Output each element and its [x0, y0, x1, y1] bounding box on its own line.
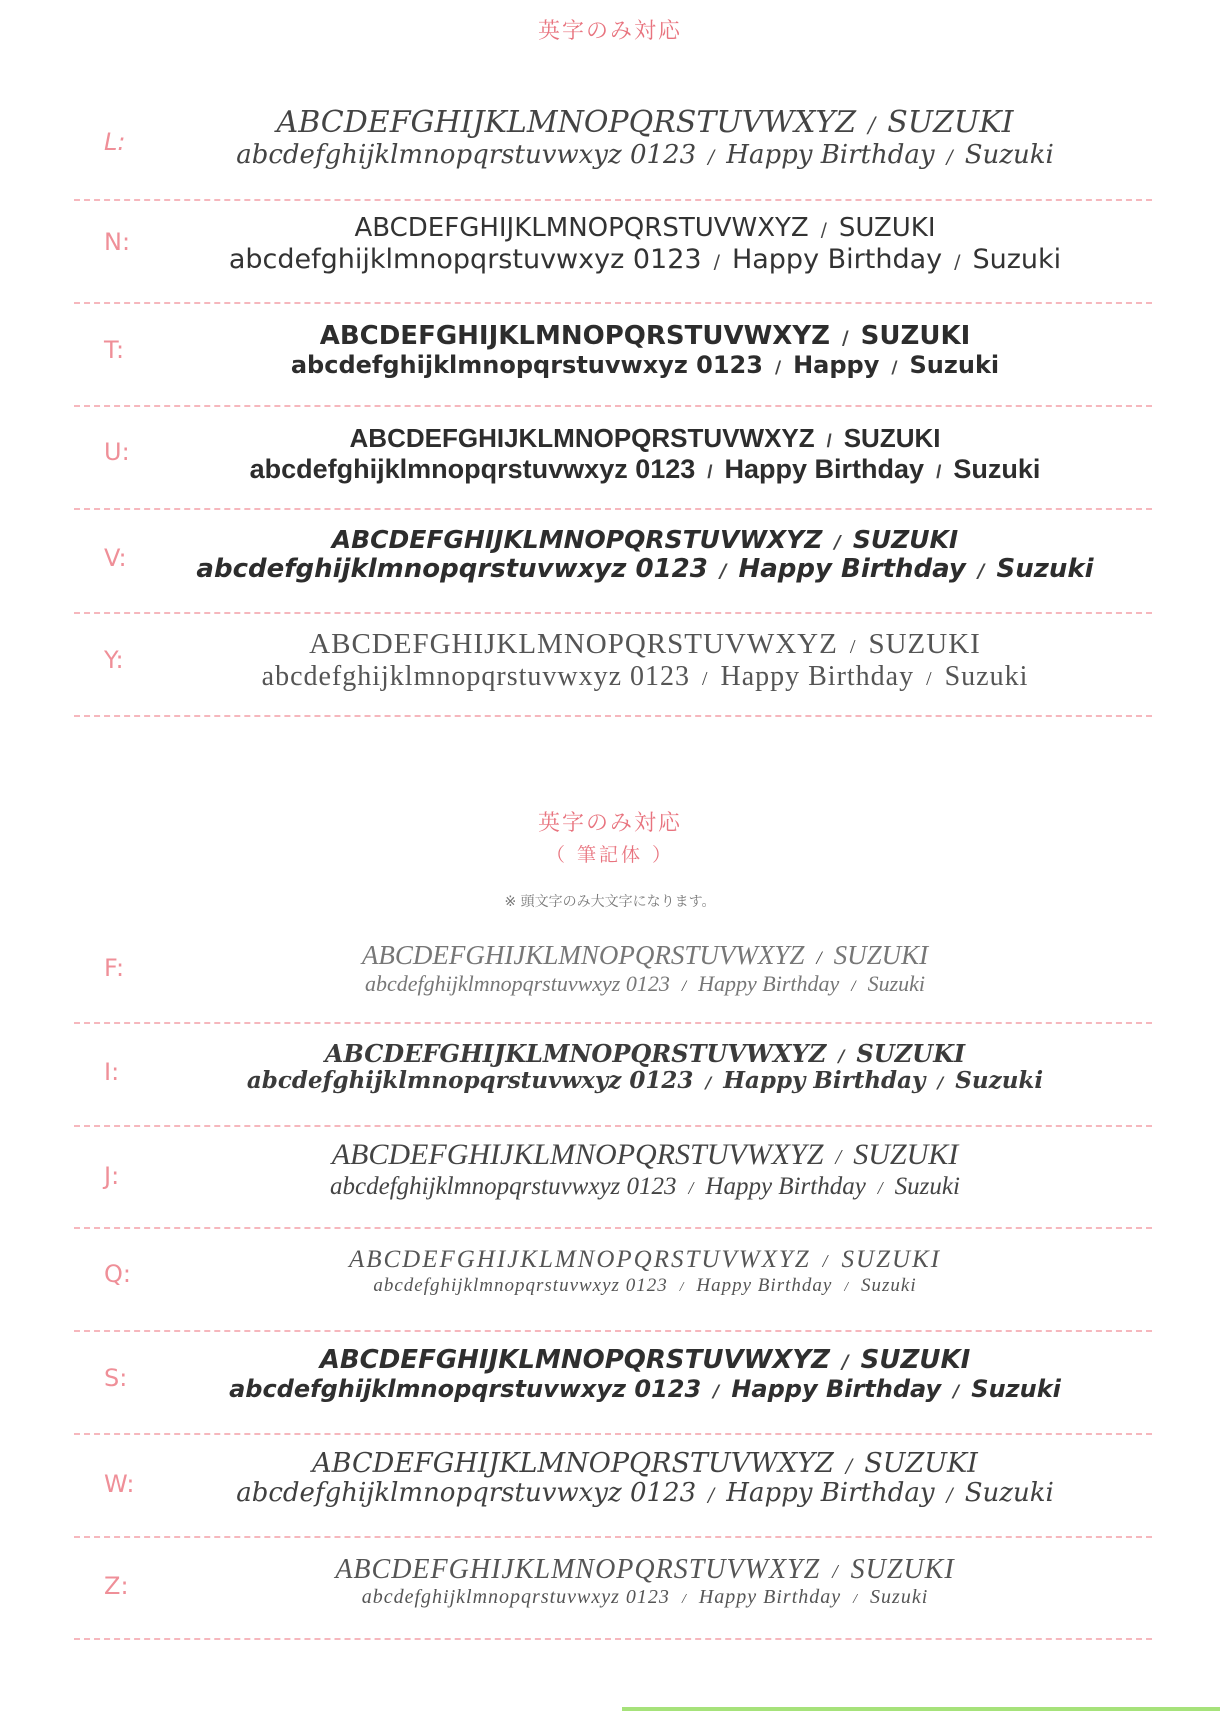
- font-label: T:: [104, 336, 125, 364]
- separator: /: [844, 1278, 850, 1294]
- separator: /: [946, 1485, 953, 1507]
- section-2-subtitle: （ 筆記体 ）: [545, 844, 675, 866]
- uppercase-sample: ABCDEFGHIJKLMNOPQRSTUVWXYZ: [309, 628, 838, 660]
- name-upper-sample: SUZUKI: [850, 1554, 955, 1585]
- phrase-sample: Happy: [793, 350, 880, 379]
- separator: /: [820, 220, 827, 241]
- row-divider: [74, 715, 1152, 717]
- section-2-note: ※ 頭文字のみ大文字になります。: [504, 894, 716, 910]
- phrase-sample: Happy Birthday: [738, 553, 966, 584]
- name-sample: Suzuki: [964, 1478, 1054, 1509]
- name-sample: Suzuki: [894, 1172, 960, 1200]
- phrase-sample: Happy Birthday: [705, 1172, 866, 1200]
- font-label: Z:: [104, 1572, 129, 1600]
- uppercase-sample: ABCDEFGHIJKLMNOPQRSTUVWXYZ: [335, 1554, 821, 1585]
- uppercase-sample: ABCDEFGHIJKLMNOPQRSTUVWXYZ: [319, 1345, 831, 1375]
- name-upper-sample: SUZUKI: [860, 321, 971, 351]
- separator: /: [851, 978, 856, 996]
- row-divider: [74, 508, 1152, 510]
- section-2-title: 英字のみ対応: [537, 811, 682, 836]
- name-sample: Suzuki: [861, 1274, 917, 1296]
- separator: /: [849, 636, 857, 658]
- separator: /: [877, 1177, 883, 1198]
- separator: /: [868, 113, 876, 137]
- font-label: Y:: [104, 646, 124, 674]
- font-label: L:: [104, 128, 126, 156]
- uppercase-sample: ABCDEFGHIJKLMNOPQRSTUVWXYZ: [354, 213, 809, 243]
- row-divider: [74, 199, 1152, 201]
- phrase-sample: Happy Birthday: [720, 661, 915, 693]
- separator: /: [977, 560, 985, 582]
- row-divider: [74, 405, 1152, 407]
- phrase-sample: Happy Birthday: [731, 1374, 942, 1403]
- font-label: Q:: [104, 1260, 131, 1288]
- separator: /: [822, 1251, 830, 1271]
- phrase-sample: Happy Birthday: [731, 243, 943, 275]
- separator: /: [681, 1592, 687, 1608]
- name-sample: Suzuki: [972, 243, 1062, 275]
- name-upper-sample: SUZUKI: [841, 1246, 942, 1273]
- row-divider: [74, 302, 1152, 304]
- separator: /: [707, 461, 713, 483]
- row-divider: [74, 612, 1152, 614]
- phrase-sample: Happy Birthday: [726, 139, 935, 170]
- separator: /: [705, 1072, 712, 1092]
- name-sample: Suzuki: [996, 553, 1094, 584]
- name-upper-sample: SUZUKI: [887, 105, 1014, 140]
- separator: /: [835, 1145, 842, 1169]
- name-upper-sample: SUZUKI: [852, 525, 959, 554]
- name-sample: Suzuki: [870, 1586, 929, 1609]
- separator: /: [713, 1380, 720, 1401]
- name-sample: Suzuki: [867, 971, 926, 997]
- lowercase-sample: abcdefghijklmnopqrstuvwxyz 0123: [228, 243, 702, 275]
- lowercase-sample: abcdefghijklmnopqrstuvwxyz 0123: [330, 1172, 677, 1200]
- name-upper-sample: SUZUKI: [868, 628, 981, 660]
- row-divider: [74, 1330, 1152, 1332]
- font-label: J:: [104, 1162, 120, 1190]
- font-label: W:: [104, 1470, 135, 1498]
- row-divider: [74, 1022, 1152, 1024]
- name-upper-sample: SUZUKI: [843, 423, 941, 453]
- phrase-sample: Happy Birthday: [723, 1066, 926, 1094]
- separator: /: [946, 146, 953, 168]
- font-label: N:: [104, 228, 131, 256]
- separator: /: [937, 1072, 944, 1092]
- phrase-sample: Happy Birthday: [724, 453, 925, 484]
- uppercase-sample: ABCDEFGHIJKLMNOPQRSTUVWXYZ: [349, 423, 815, 453]
- separator: /: [774, 356, 782, 377]
- name-upper-sample: SUZUKI: [853, 1138, 959, 1171]
- uppercase-sample: ABCDEFGHIJKLMNOPQRSTUVWXYZ: [324, 1039, 827, 1068]
- lowercase-sample: abcdefghijklmnopqrstuvwxyz 0123: [261, 661, 691, 693]
- separator: /: [679, 1278, 685, 1294]
- name-upper-sample: SUZUKI: [833, 940, 929, 970]
- row-divider: [74, 1433, 1152, 1435]
- separator: /: [926, 669, 933, 691]
- name-upper-sample: SUZUKI: [860, 1345, 971, 1375]
- separator: /: [832, 1562, 839, 1583]
- phrase-sample: Happy Birthday: [696, 1274, 833, 1296]
- lowercase-sample: abcdefghijklmnopqrstuvwxyz 0123: [196, 553, 708, 584]
- phrase-sample: Happy Birthday: [698, 1586, 842, 1609]
- separator: /: [842, 328, 849, 349]
- row-divider: [74, 1536, 1152, 1538]
- uppercase-sample: ABCDEFGHIJKLMNOPQRSTUVWXYZ: [312, 1448, 834, 1479]
- section-1-title: 英字のみ対応: [537, 19, 682, 44]
- separator: /: [834, 533, 841, 553]
- separator: /: [708, 146, 715, 168]
- name-sample: Suzuki: [971, 1374, 1061, 1403]
- uppercase-sample: ABCDEFGHIJKLMNOPQRSTUVWXYZ: [276, 105, 857, 140]
- lowercase-sample: abcdefghijklmnopqrstuvwxyz 0123: [249, 453, 696, 484]
- lowercase-sample: abcdefghijklmnopqrstuvwxyz 0123: [229, 1374, 702, 1403]
- name-upper-sample: SUZUKI: [838, 213, 936, 243]
- separator: /: [681, 978, 687, 996]
- name-sample: Suzuki: [964, 139, 1054, 170]
- uppercase-sample: ABCDEFGHIJKLMNOPQRSTUVWXYZ: [348, 1246, 811, 1273]
- separator: /: [838, 1046, 845, 1066]
- phrase-sample: Happy Birthday: [698, 971, 840, 997]
- separator: /: [816, 948, 822, 969]
- separator: /: [842, 1352, 849, 1373]
- separator: /: [713, 250, 720, 273]
- name-upper-sample: SUZUKI: [856, 1039, 966, 1068]
- font-label: I:: [104, 1058, 120, 1086]
- name-sample: Suzuki: [944, 661, 1029, 693]
- uppercase-sample: ABCDEFGHIJKLMNOPQRSTUVWXYZ: [331, 1138, 824, 1171]
- separator: /: [853, 1592, 859, 1608]
- lowercase-sample: abcdefghijklmnopqrstuvwxyz 0123: [246, 1066, 694, 1094]
- lowercase-sample: abcdefghijklmnopqrstuvwxyz 0123: [361, 1586, 670, 1609]
- separator: /: [954, 250, 961, 273]
- font-label: F:: [104, 954, 125, 982]
- separator: /: [826, 431, 832, 451]
- bottom-accent-bar: [622, 1707, 1220, 1711]
- name-sample: Suzuki: [955, 1066, 1044, 1094]
- uppercase-sample: ABCDEFGHIJKLMNOPQRSTUVWXYZ: [319, 321, 831, 351]
- font-label: S:: [104, 1364, 128, 1392]
- lowercase-sample: abcdefghijklmnopqrstuvwxyz 0123: [236, 1478, 697, 1509]
- lowercase-sample: abcdefghijklmnopqrstuvwxyz 0123: [290, 350, 763, 379]
- name-sample: Suzuki: [953, 453, 1041, 484]
- separator: /: [708, 1485, 715, 1507]
- lowercase-sample: abcdefghijklmnopqrstuvwxyz 0123: [236, 139, 697, 170]
- phrase-sample: Happy Birthday: [726, 1478, 935, 1509]
- uppercase-sample: ABCDEFGHIJKLMNOPQRSTUVWXYZ: [361, 940, 805, 970]
- separator: /: [953, 1380, 960, 1401]
- separator: /: [719, 560, 727, 582]
- lowercase-sample: abcdefghijklmnopqrstuvwxyz 0123: [373, 1274, 668, 1296]
- separator: /: [688, 1177, 694, 1198]
- separator: /: [702, 669, 709, 691]
- separator: /: [891, 356, 898, 377]
- row-divider: [74, 1227, 1152, 1229]
- font-label: V:: [104, 544, 127, 572]
- row-divider: [74, 1638, 1152, 1640]
- font-label: U:: [104, 438, 130, 466]
- uppercase-sample: ABCDEFGHIJKLMNOPQRSTUVWXYZ: [331, 525, 823, 554]
- separator: /: [845, 1455, 853, 1477]
- separator: /: [936, 461, 942, 483]
- name-sample: Suzuki: [909, 350, 1000, 379]
- lowercase-sample: abcdefghijklmnopqrstuvwxyz 0123: [364, 971, 670, 997]
- name-upper-sample: SUZUKI: [864, 1448, 978, 1479]
- row-divider: [74, 1125, 1152, 1127]
